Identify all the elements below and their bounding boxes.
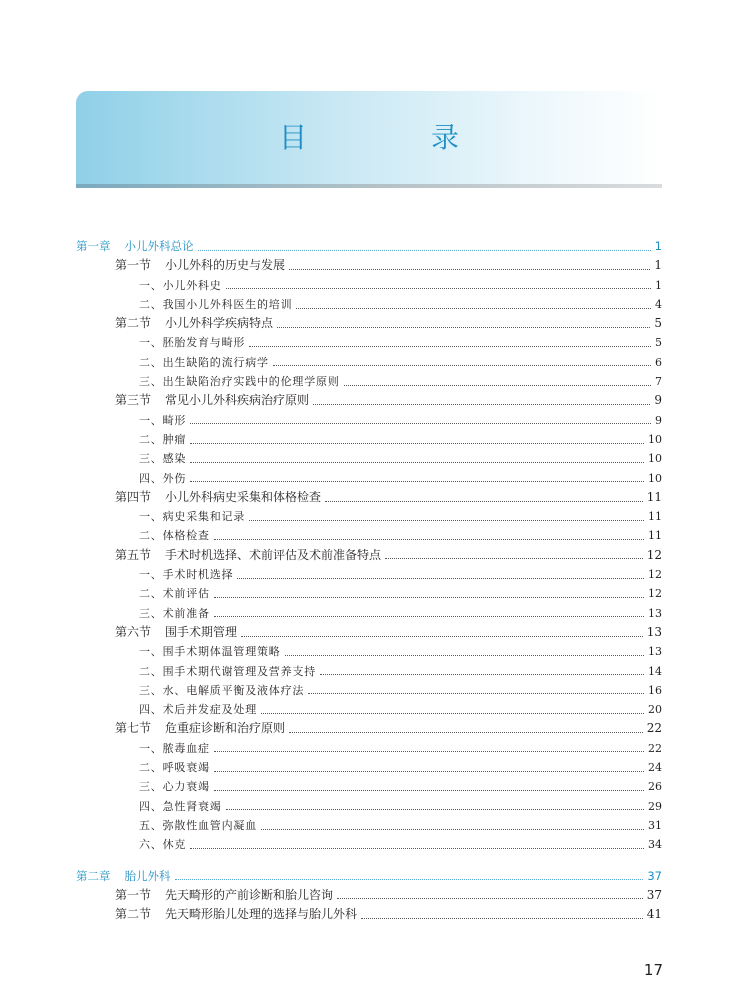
- dot-leader: [325, 500, 643, 502]
- toc-subsection-entry[interactable]: [76, 276, 662, 295]
- toc-entry-page: 24: [648, 761, 662, 775]
- toc-subsection-entry[interactable]: [76, 565, 662, 584]
- toc-entry-page: 37: [646, 887, 662, 902]
- toc-section-entry[interactable]: [76, 623, 662, 642]
- toc-entry-title: 休克: [162, 838, 187, 852]
- toc-subsection-entry[interactable]: [76, 700, 662, 719]
- toc-subsection-entry[interactable]: [76, 777, 662, 796]
- toc-entry-title: 胚胎发育与畸形: [162, 336, 246, 350]
- toc-entry-page: 1: [654, 258, 662, 273]
- toc-chapter-entry[interactable]: [76, 237, 662, 256]
- toc-entry-page: 7: [655, 375, 662, 389]
- toc-entry-page: 13: [648, 606, 662, 620]
- toc-entry-number: 第一节: [115, 887, 152, 902]
- toc-entry-title: 急性肾衰竭: [162, 799, 222, 813]
- toc-entry-page: 4: [655, 297, 662, 311]
- toc-entry-number: 三、: [139, 683, 163, 697]
- toc-subsection-entry[interactable]: [76, 372, 662, 391]
- toc-subsection-entry[interactable]: [76, 333, 662, 352]
- toc-entry-page: 1: [655, 278, 662, 292]
- toc-entry-page: 41: [646, 907, 662, 922]
- toc-entry-page: 5: [655, 336, 662, 350]
- toc-entry-title: 出生缺陷的流行病学: [162, 355, 269, 369]
- toc-subsection-entry[interactable]: [76, 469, 662, 488]
- toc-entry-page: 22: [648, 741, 662, 755]
- toc-subsection-entry[interactable]: [76, 816, 662, 835]
- toc-entry-page: 10: [648, 471, 662, 485]
- toc-entry-title: 小儿外科的历史与发展: [165, 258, 286, 273]
- toc-entry-number: 四、: [139, 703, 163, 717]
- toc-entry-number: 三、: [139, 780, 163, 794]
- toc-entry-number: 五、: [139, 818, 163, 832]
- toc-entry-title: 围手术期代谢管理及营养支持: [162, 664, 317, 678]
- toc-entry-title: 先天畸形的产前诊断和胎儿咨询: [165, 887, 334, 902]
- dot-leader: [226, 287, 651, 289]
- toc-subsection-entry[interactable]: [76, 430, 662, 449]
- toc-entry-page: 34: [648, 838, 662, 852]
- dot-leader: [320, 673, 644, 675]
- toc-subsection-entry[interactable]: [76, 526, 662, 545]
- toc-entry-title: 心力衰竭: [162, 780, 210, 794]
- toc-entry-number: 三、: [139, 606, 163, 620]
- dot-leader: [308, 692, 644, 694]
- toc-entry-number: 一、: [139, 278, 163, 292]
- dot-leader: [237, 577, 644, 579]
- toc-entry-number: 一、: [139, 741, 163, 755]
- dot-leader: [249, 345, 651, 347]
- toc-entry-page: 37: [647, 868, 662, 883]
- toc-entry-page: 14: [648, 664, 662, 678]
- toc-subsection-entry[interactable]: [76, 835, 662, 854]
- toc-entry-page: 11: [648, 529, 662, 543]
- toc-entry-page: 9: [654, 393, 662, 408]
- toc-entry-title: 体格检查: [162, 529, 210, 543]
- toc-section-entry[interactable]: [76, 256, 662, 275]
- toc-entry-number: 第五节: [115, 547, 152, 562]
- toc-entry-page: 22: [646, 721, 662, 736]
- dot-leader: [175, 878, 644, 880]
- dot-leader: [198, 249, 651, 251]
- toc-entry-title: 小儿外科史: [162, 278, 222, 292]
- toc-entry-page: 13: [646, 624, 662, 639]
- dot-leader: [214, 615, 644, 617]
- toc-entry-number: 三、: [139, 375, 163, 389]
- dot-leader: [190, 422, 651, 424]
- toc-entry-title: 小儿外科总论: [124, 239, 194, 253]
- toc-subsection-entry[interactable]: [76, 507, 662, 526]
- toc-entry-title: 手术时机选择、术前评估及术前准备特点: [165, 547, 382, 562]
- page-number: 17: [643, 961, 663, 979]
- toc-entry-number: 二、: [139, 587, 163, 601]
- dot-leader: [337, 897, 643, 899]
- dot-leader: [214, 770, 644, 772]
- toc-entry-number: 二、: [139, 432, 163, 446]
- toc-subsection-entry[interactable]: [76, 797, 662, 816]
- toc-entry-title: 危重症诊断和治疗原则: [165, 721, 286, 736]
- toc-subsection-entry[interactable]: [76, 295, 662, 314]
- toc-entry-number: 一、: [139, 413, 163, 427]
- dot-leader: [214, 596, 644, 598]
- toc-section-entry[interactable]: [76, 314, 662, 333]
- toc-entry-number: 六、: [139, 838, 163, 852]
- toc-entry-title: 围手术期管理: [165, 624, 238, 639]
- toc-entry-number: 第二节: [115, 316, 152, 331]
- dot-leader: [344, 384, 651, 386]
- dot-leader: [261, 828, 644, 830]
- toc-entry-title: 术前评估: [162, 587, 210, 601]
- toc-entry-number: 第六节: [115, 624, 152, 639]
- dot-leader: [273, 364, 651, 366]
- dot-leader: [214, 789, 644, 791]
- toc-section-entry[interactable]: [76, 391, 662, 410]
- table-of-contents: [76, 237, 662, 924]
- toc-entry-page: 12: [646, 547, 662, 562]
- banner-underline: [76, 184, 662, 188]
- toc-subsection-entry[interactable]: [76, 642, 662, 661]
- toc-entry-title: 呼吸衰竭: [162, 761, 210, 775]
- toc-subsection-entry[interactable]: [76, 604, 662, 623]
- toc-entry-page: 16: [648, 683, 662, 697]
- toc-entry-title: 手术时机选择: [162, 568, 234, 582]
- toc-entry-page: 29: [648, 799, 662, 813]
- dot-leader: [361, 917, 643, 919]
- dot-leader: [241, 635, 643, 637]
- toc-subsection-entry[interactable]: [76, 662, 662, 681]
- toc-subsection-entry[interactable]: [76, 449, 662, 468]
- dot-leader: [385, 557, 643, 559]
- toc-entry-number: 二、: [139, 761, 163, 775]
- toc-entry-page: 1: [654, 239, 662, 253]
- toc-entry-page: 6: [655, 355, 662, 369]
- toc-entry-number: 一、: [139, 645, 163, 659]
- toc-entry-title: 先天畸形胎儿处理的选择与胎儿外科: [165, 907, 358, 922]
- toc-entry-number: 二、: [139, 297, 163, 311]
- toc-entry-title: 畸形: [162, 413, 187, 427]
- toc-entry-number: 一、: [139, 510, 163, 524]
- toc-entry-title: 外伤: [162, 471, 187, 485]
- toc-entry-number: 第七节: [115, 721, 152, 736]
- dot-leader: [296, 307, 651, 309]
- toc-entry-page: 5: [654, 316, 662, 331]
- dot-leader: [289, 731, 643, 733]
- toc-section-entry[interactable]: [76, 546, 662, 565]
- toc-entry-title: 胎儿外科: [124, 868, 171, 883]
- toc-entry-title: 小儿外科病史采集和体格检查: [165, 489, 322, 504]
- toc-entry-page: 31: [648, 818, 662, 832]
- toc-entry-title: 病史采集和记录: [162, 510, 246, 524]
- toc-subsection-entry[interactable]: [76, 411, 662, 430]
- toc-entry-page: 12: [648, 568, 662, 582]
- toc-subsection-entry[interactable]: [76, 739, 662, 758]
- toc-entry-page: 20: [648, 703, 662, 717]
- toc-entry-page: 12: [648, 587, 662, 601]
- page-title: 目 录: [278, 121, 507, 154]
- toc-entry-title: 感染: [162, 452, 187, 466]
- dot-leader: [214, 750, 644, 752]
- toc-subsection-entry[interactable]: [76, 681, 662, 700]
- toc-entry-page: 13: [648, 645, 662, 659]
- dot-leader: [190, 847, 644, 849]
- toc-section-entry[interactable]: [76, 886, 662, 905]
- dot-leader: [249, 519, 644, 521]
- toc-entry-number: 第三节: [115, 393, 152, 408]
- toc-entry-number: 第一节: [115, 258, 152, 273]
- toc-entry-page: 26: [648, 780, 662, 794]
- toc-entry-title: 小儿外科学疾病特点: [165, 316, 274, 331]
- toc-entry-page: 9: [655, 413, 662, 427]
- dot-leader: [289, 268, 650, 270]
- toc-entry-title: 术前准备: [162, 606, 210, 620]
- dot-leader: [285, 654, 644, 656]
- toc-chapter-entry[interactable]: [76, 867, 662, 886]
- toc-section-entry[interactable]: [76, 905, 662, 924]
- dot-leader: [214, 538, 644, 540]
- toc-entry-title: 水、电解质平衡及液体疗法: [162, 683, 305, 697]
- dot-leader: [190, 480, 644, 482]
- toc-entry-title: 弥散性血管内凝血: [162, 818, 258, 832]
- toc-entry-title: 术后并发症及处理: [162, 703, 258, 717]
- toc-entry-title: 围手术期体温管理策略: [162, 645, 281, 659]
- toc-subsection-entry[interactable]: [76, 758, 662, 777]
- toc-subsection-entry[interactable]: [76, 353, 662, 372]
- dot-leader: [190, 461, 644, 463]
- toc-entry-title: 肿瘤: [162, 432, 187, 446]
- toc-entry-number: 二、: [139, 529, 163, 543]
- toc-entry-number: 第四节: [115, 489, 152, 504]
- toc-entry-number: 三、: [139, 452, 163, 466]
- toc-section-entry[interactable]: [76, 488, 662, 507]
- toc-entry-title: 出生缺陷治疗实践中的伦理学原则: [162, 375, 340, 389]
- dot-leader: [313, 403, 650, 405]
- toc-entry-number: 二、: [139, 355, 163, 369]
- toc-entry-page: 11: [646, 489, 662, 504]
- toc-entry-number: 第二节: [115, 907, 152, 922]
- dot-leader: [277, 326, 650, 328]
- toc-entry-number: 一、: [139, 336, 163, 350]
- toc-entry-title: 我国小儿外科医生的培训: [162, 297, 293, 311]
- toc-entry-title: 常见小儿外科疾病治疗原则: [165, 393, 310, 408]
- dot-leader: [261, 712, 644, 714]
- toc-entry-title: 脓毒血症: [162, 741, 210, 755]
- toc-entry-number: 一、: [139, 568, 163, 582]
- toc-entry-number: 四、: [139, 471, 163, 485]
- toc-entry-number: 第一章: [76, 239, 111, 253]
- toc-entry-number: 二、: [139, 664, 163, 678]
- dot-leader: [190, 442, 644, 444]
- toc-entry-number: 第二章: [76, 868, 111, 883]
- toc-entry-number: 四、: [139, 799, 163, 813]
- dot-leader: [226, 808, 644, 810]
- toc-entry-page: 10: [648, 432, 662, 446]
- toc-entry-page: 10: [648, 452, 662, 466]
- toc-subsection-entry[interactable]: [76, 584, 662, 603]
- toc-section-entry[interactable]: [76, 719, 662, 738]
- toc-entry-page: 11: [648, 510, 662, 524]
